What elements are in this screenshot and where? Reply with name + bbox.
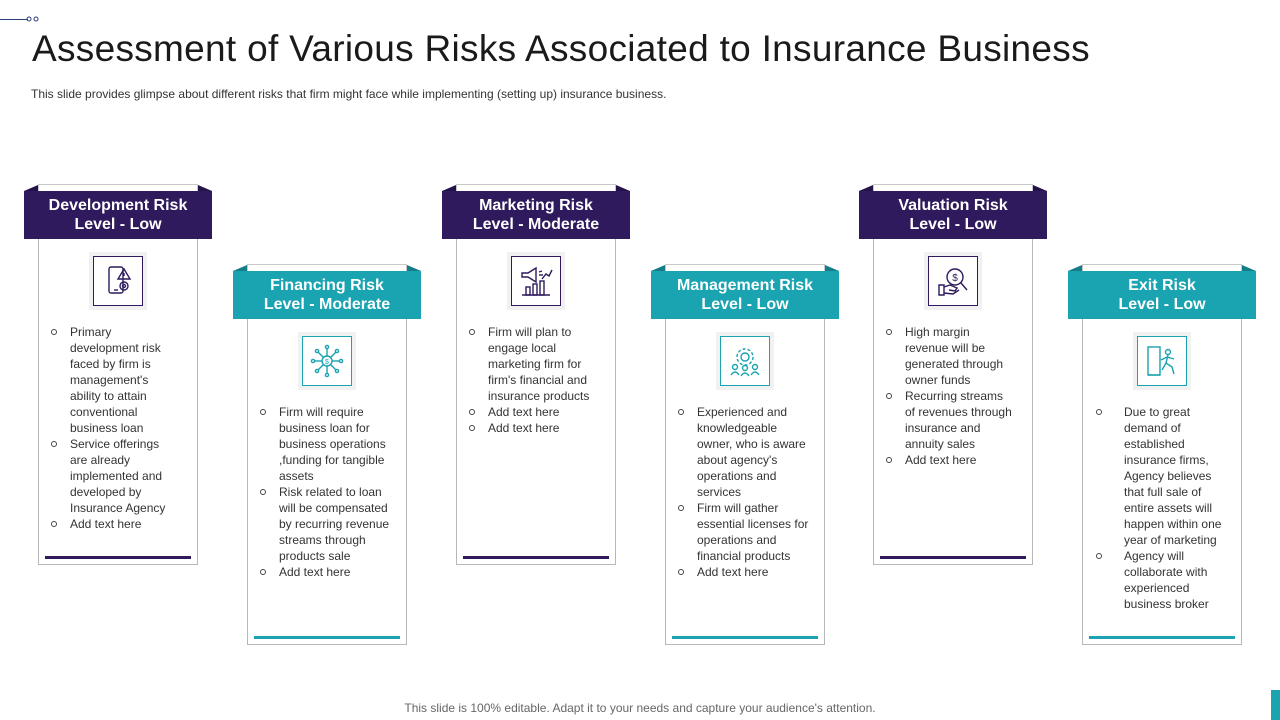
risk-title: Valuation Risk: [898, 197, 1008, 214]
list-item: Add text here: [51, 516, 179, 532]
risk-header-exit: [1068, 271, 1256, 319]
risk-level: Level - Low: [909, 216, 997, 233]
list-item: Agency will collaborate with experienced business broker: [1096, 548, 1226, 612]
mobile-settings-icon: [93, 256, 143, 306]
page-subtitle: This slide provides glimpse about different risks that firm might face while implementing (setting up) insurance business.: [31, 87, 667, 101]
list-item: Add text here: [678, 564, 814, 580]
team-gear-icon: [720, 336, 770, 386]
list-item: Add text here: [260, 564, 396, 580]
card-bottom-bar: [45, 556, 191, 559]
svg-text:$: $: [325, 359, 329, 366]
list-item: Recurring streams of revenues through insurance and annuity sales: [886, 388, 1016, 452]
list-item: Due to great demand of established insurance firms, Agency believes that full sale of entire assets will happen within one year of marketing: [1096, 404, 1226, 548]
risk-title: Financing Risk: [270, 277, 384, 294]
bullet-list-management: [678, 404, 814, 580]
risk-level: Level - Low: [74, 216, 162, 233]
list-item: High margin revenue will be generated through owner funds: [886, 324, 1016, 388]
top-accent-line: [0, 19, 28, 20]
list-item: Add text here: [886, 452, 1016, 468]
bullet-list-financing: [260, 404, 396, 580]
hand-magnifier-dollar-icon: [928, 256, 978, 306]
money-network-icon: [302, 336, 352, 386]
card-bottom-bar: [880, 556, 1026, 559]
list-item: Add text here: [469, 404, 605, 420]
risk-header-development: [24, 191, 212, 239]
list-item: Primary development risk faced by firm is management's ability to attain conventional business loan: [51, 324, 179, 436]
risk-title: Exit Risk: [1128, 277, 1196, 294]
list-item: Experienced and knowledgeable owner, who is aware about agency's operations and services: [678, 404, 814, 500]
risk-level: Level - Low: [1118, 296, 1206, 313]
list-item: Firm will gather essential licenses for operations and financial products: [678, 500, 814, 564]
page-footer: This slide is 100% editable. Adapt it to your needs and capture your audience's attention.: [404, 701, 876, 715]
page-title: Assessment of Various Risks Associated to Insurance Business: [32, 28, 1090, 69]
card-bottom-bar: [672, 636, 818, 639]
risk-level: Level - Low: [701, 296, 789, 313]
list-item: Firm will require business loan for business operations ,funding for tangible assets: [260, 404, 396, 484]
risk-level: Level - Moderate: [472, 216, 600, 233]
risk-header-management: [651, 271, 839, 319]
bullet-list-valuation: [886, 324, 1016, 468]
bullet-list-development: [51, 324, 179, 532]
bullet-list-exit: [1096, 404, 1226, 612]
top-accent-dots: [26, 16, 40, 22]
list-item: Add text here: [469, 420, 605, 436]
risk-header-financing: [233, 271, 421, 319]
corner-accent-bar: [1271, 690, 1280, 720]
list-item: Risk related to loan will be compensated by recurring revenue streams through products sale: [260, 484, 396, 564]
exit-door-icon: [1137, 336, 1187, 386]
megaphone-chart-icon: [511, 256, 561, 306]
list-item: Firm will plan to engage local marketing firm for firm's financial and insurance products: [469, 324, 605, 404]
risk-level: Level - Moderate: [263, 296, 391, 313]
card-bottom-bar: [463, 556, 609, 559]
risk-title: Management Risk: [676, 277, 814, 294]
risk-title: Marketing Risk: [479, 197, 593, 214]
risk-header-marketing: [442, 191, 630, 239]
card-bottom-bar: [254, 636, 400, 639]
risk-header-valuation: [859, 191, 1047, 239]
bullet-list-marketing: [469, 324, 605, 436]
list-item: Service offerings are already implemented and developed by Insurance Agency: [51, 436, 179, 516]
card-bottom-bar: [1089, 636, 1235, 639]
risk-title: Development Risk: [48, 197, 188, 214]
svg-text:$: $: [952, 273, 958, 284]
